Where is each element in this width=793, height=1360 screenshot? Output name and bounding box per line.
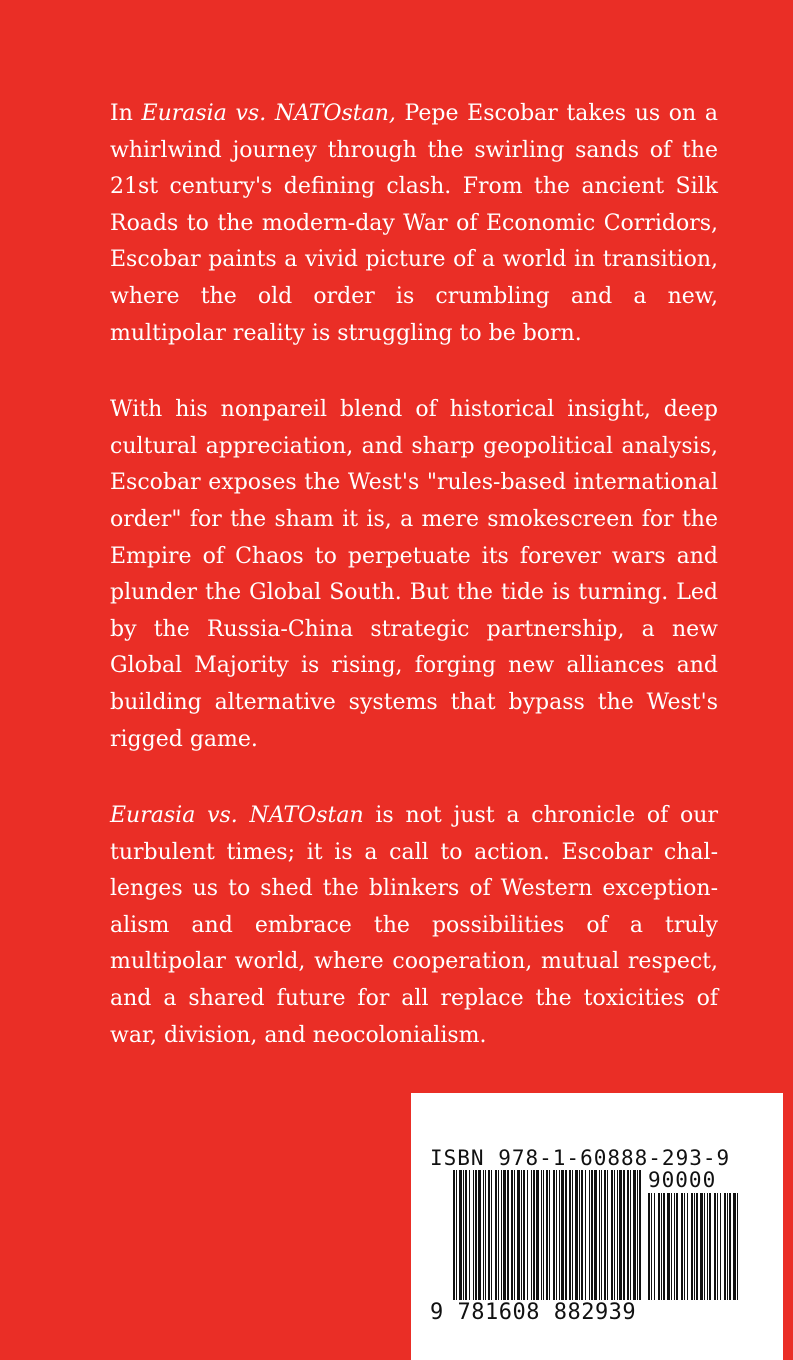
ean-digits: 9 781608 882939 (430, 1300, 637, 1325)
barcode-bar (556, 1170, 557, 1300)
blurb-paragraph-1 (110, 96, 718, 352)
barcode-bar (671, 1193, 672, 1300)
barcode-bar (614, 1170, 615, 1300)
barcode-bar (681, 1193, 683, 1300)
barcode-bar (633, 1170, 636, 1300)
barcode-bar (585, 1170, 586, 1300)
barcode-bar (648, 1193, 650, 1300)
barcode-bar (696, 1193, 698, 1300)
barcode-bar (651, 1193, 652, 1300)
barcode-bar (700, 1193, 703, 1300)
barcode-bar (674, 1193, 675, 1300)
barcode-bar (687, 1193, 688, 1300)
barcode-bar (531, 1170, 532, 1300)
barcode-bar (491, 1170, 492, 1300)
barcode-bar (607, 1170, 608, 1300)
barcode-bar (456, 1170, 457, 1300)
barcode-bar (543, 1170, 544, 1300)
barcode-bar (453, 1170, 455, 1300)
price-addon-label: 90000 (648, 1168, 717, 1192)
paragraph-lead: In (110, 101, 142, 126)
barcode-bar (691, 1193, 693, 1300)
barcode-bar (684, 1193, 685, 1300)
barcode-bar (521, 1170, 522, 1300)
barcode-bar (569, 1170, 571, 1300)
barcode-bar (720, 1193, 721, 1300)
ean-barcode-icon (453, 1170, 641, 1300)
barcode-bar (619, 1170, 622, 1300)
barcode-bar (549, 1170, 550, 1300)
book-title-italic: Eurasia vs. NATOstan (110, 803, 364, 829)
barcode-bar (541, 1170, 542, 1300)
barcode-bar (704, 1193, 705, 1300)
isbn-label: ISBN 978-1-60888-293-9 (430, 1146, 731, 1170)
barcode-bar (511, 1170, 513, 1300)
blurb-paragraph-2: With his nonpareil blend of historical insight, deep cultural appreciation, and sharp geopolitical analysis, Escobar exposes the West's "rules-based international order" for the sham it is, a mere smokescreen for the Empire of Chaos to perpetuate its forever wars and plunder the Global South. But the tide is turning. Led by the Russia-China strategic partnership, a new Global Majority is rising, forging new alliances and building alternative systems that bypass the West's rigged game. (110, 397, 718, 752)
barcode-bar (639, 1170, 641, 1300)
barcode-bar (523, 1170, 525, 1300)
barcode-bar (473, 1170, 474, 1300)
barcode-bar (546, 1170, 548, 1300)
barcode-bar (498, 1170, 499, 1300)
barcode-bar (488, 1170, 490, 1300)
barcode-bar (637, 1170, 638, 1300)
barcode-bar (617, 1170, 618, 1300)
addon-barcode-icon (648, 1193, 740, 1300)
barcode-bar (507, 1170, 509, 1300)
barcode-bar (604, 1170, 606, 1300)
barcode-bar (611, 1170, 613, 1300)
barcode-bar (623, 1170, 625, 1300)
barcode-bar (663, 1193, 665, 1300)
barcode-bar (459, 1170, 462, 1300)
barcode-bar (572, 1170, 573, 1300)
barcode-bar (483, 1170, 484, 1300)
barcode-bar (561, 1170, 564, 1300)
barcode-bar (709, 1193, 711, 1300)
barcode-bar (667, 1193, 670, 1300)
barcode-bar (478, 1170, 481, 1300)
barcode-bar (627, 1170, 629, 1300)
barcode-bar (495, 1170, 497, 1300)
barcode-bar (553, 1170, 555, 1300)
blurb-paragraph-3 (110, 798, 718, 1054)
barcode-bar (589, 1170, 590, 1300)
barcode-bar (733, 1193, 736, 1300)
barcode-bar (737, 1193, 738, 1300)
paragraph-text: Pepe Escobar takes us on a whirlwind journey through the swirling sands of the 21st century's defining clash. From the ancient Silk Roads to the modern-day War of Economic Corridors, Escobar paints a vivid picture of a world in transition, where the old order is crumbling and a new, multipolar reality is struggling to be born. (110, 101, 718, 346)
barcode-bar (601, 1170, 602, 1300)
barcode-bar (727, 1193, 728, 1300)
barcode-bar (536, 1170, 539, 1300)
book-title-italic: Eurasia vs. NATOstan, (141, 101, 396, 126)
barcode-bar (717, 1193, 718, 1300)
barcode-bar (591, 1170, 593, 1300)
paragraph-text: is not just a chronicle of our turbulent times; it is a call to action. Escobar challenges us to shed the blinkers of Western exceptionalism and embrace the possibilities of a truly multipolar world, where cooperation, mutual respect, and a shared future for all replace the toxicities of war, division, and neocolonialism. (110, 803, 718, 1048)
barcode-bar (581, 1170, 583, 1300)
barcode-bar (533, 1170, 535, 1300)
barcode-bar (475, 1170, 477, 1300)
barcode-bar (463, 1170, 464, 1300)
barcode-bar (676, 1193, 678, 1300)
barcode-bar (661, 1193, 662, 1300)
barcode-bar (579, 1170, 580, 1300)
barcode-bar (485, 1170, 486, 1300)
barcode-bar (694, 1193, 695, 1300)
barcode-bar (714, 1193, 716, 1300)
barcode-bar (559, 1170, 560, 1300)
barcode-bar (527, 1170, 528, 1300)
barcode-bar (469, 1170, 470, 1300)
barcode-bar (724, 1193, 726, 1300)
barcode-bar (575, 1170, 578, 1300)
barcode-bar (465, 1170, 467, 1300)
back-cover-blurb (110, 96, 718, 1094)
barcode-bar (630, 1170, 631, 1300)
barcode-bar (599, 1170, 600, 1300)
barcode-bar (658, 1193, 660, 1300)
barcode-bar (594, 1170, 597, 1300)
barcode-bar (514, 1170, 515, 1300)
barcode-bar (501, 1170, 502, 1300)
barcode-bar (503, 1170, 506, 1300)
barcode-bar (707, 1193, 708, 1300)
barcode-bar (729, 1193, 731, 1300)
barcode-bar (565, 1170, 567, 1300)
barcode-bar (654, 1193, 655, 1300)
barcode-bar (517, 1170, 520, 1300)
